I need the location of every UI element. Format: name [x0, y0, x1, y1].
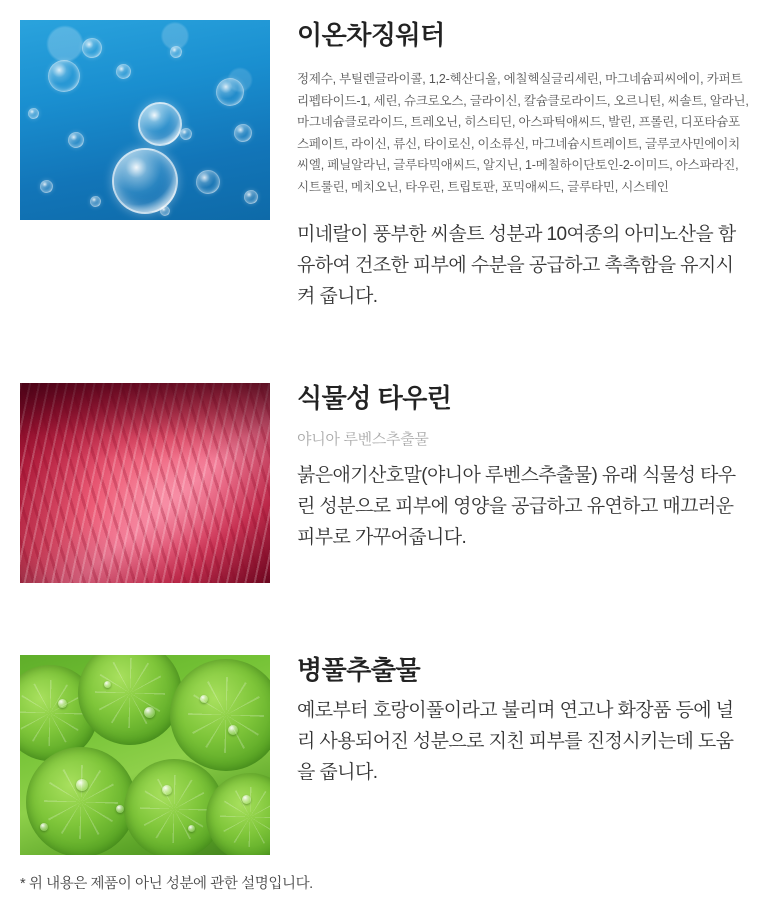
water-text-block	[270, 20, 760, 312]
ingredient-section-water	[0, 20, 760, 312]
ingredient-section-centella	[0, 655, 760, 855]
water-description: 미네랄이 풍부한 씨솔트 성분과 10여종의 아미노산을 함유하여 건조한 피부에 수분을 공급하고 촉촉함을 유지시켜 줍니다.	[297, 224, 736, 307]
ingredient-section-taurine	[0, 383, 760, 583]
centella-title: 병풀추출물	[297, 655, 421, 685]
footnote-text: * 위 내용은 제품이 아닌 성분에 관한 설명입니다.	[20, 876, 313, 892]
water-bubbles-image	[20, 20, 270, 220]
taurine-description: 붉은애기산호말(야니아 루벤스추출물) 유래 식물성 타우린 성분으로 피부에 영양을 공급하고 유연하고 매끄러운 피부로 가꾸어줍니다.	[297, 465, 736, 548]
centella-description: 예로부터 호랑이풀이라고 불리며 연고나 화장품 등에 널리 사용되어진 성분으로 지친 피부를 진정시키는데 도움을 줍니다.	[297, 700, 734, 783]
centella-text-block	[270, 655, 760, 788]
water-title: 이온차징워터	[297, 20, 445, 50]
water-ingredient-list: 정제수, 부틸렌글라이콜, 1,2-헥산디올, 에칠헥실글리세린, 마그네슘피씨에이, 카퍼트리펩타이드-1, 세린, 슈크로오스, 글라이신, 칼슘클로라이드, 오르니틴, 씨솔트, 알라닌, 마그네슘클로라이드, 트레오닌, 히스티딘, 아스파틱애씨드, 발린, 프롤린, 디포타슘포스페이트, 라이신, 류신, 타이로신, 이소류신, 마그네슘시트레이트, 글루코사민에이치씨엘, 페닐알라닌, 글루타믹애씨드, 알지닌, 1-메칠하이단토인-2-이미드, 아스파라진, 시트룰린, 메치오닌, 타우린, 트립토판, 포믹애씨드, 글루타민, 시스테인	[297, 72, 749, 194]
taurine-subtitle: 야니아 루벤스추출물	[297, 431, 429, 449]
taurine-title: 식물성 타우린	[297, 383, 452, 413]
taurine-text-block	[270, 383, 760, 553]
centella-image	[20, 655, 270, 855]
coral-image	[20, 383, 270, 583]
